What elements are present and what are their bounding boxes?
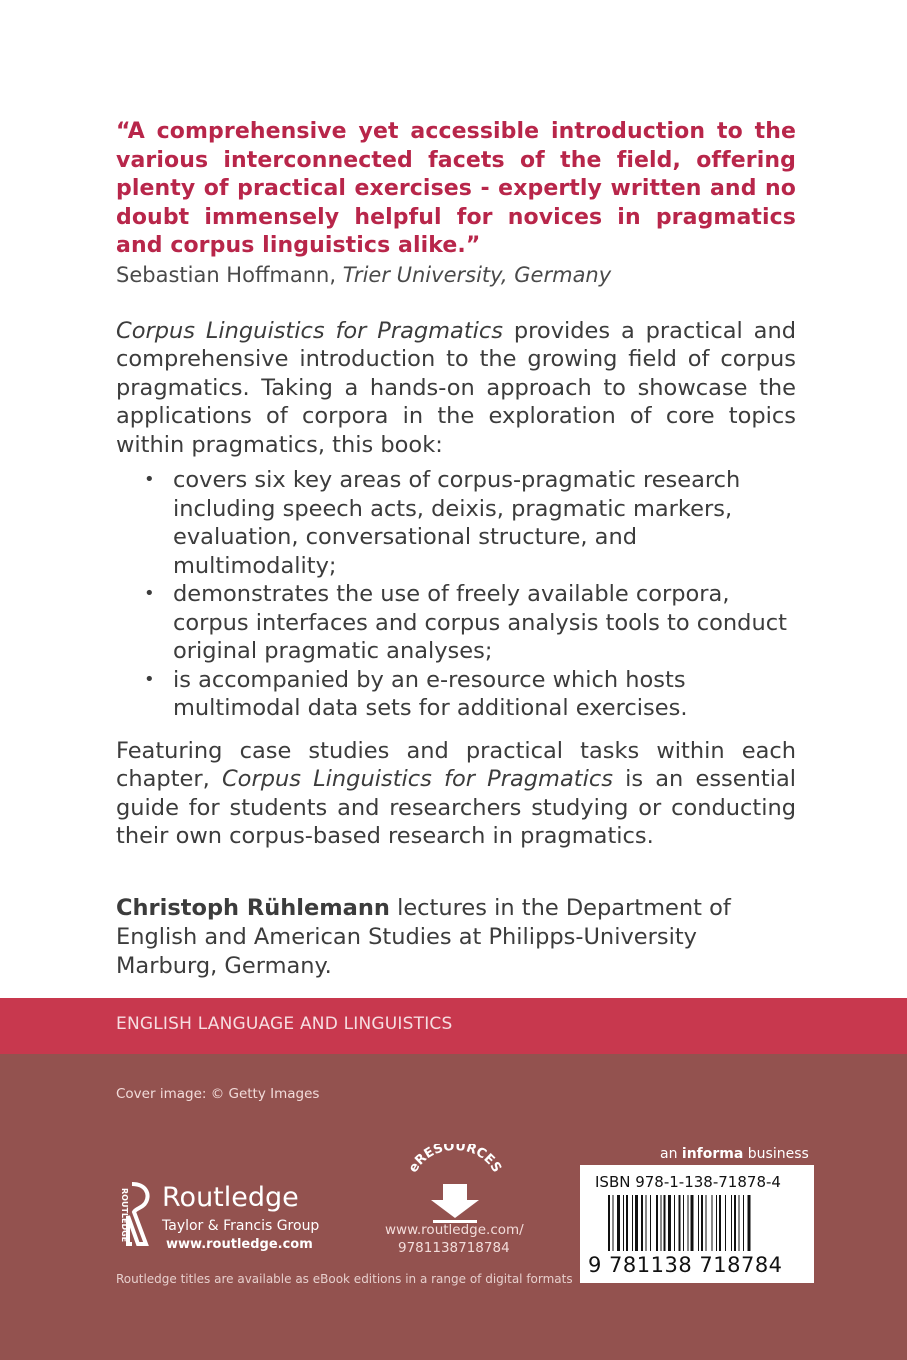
publisher-name: Routledge <box>162 1182 299 1213</box>
publisher-group: Taylor & Francis Group <box>162 1218 320 1234</box>
author-bio-text: lectures in the Department of English and American Studies at Philipps-University Marburg, Germany. <box>116 895 731 979</box>
barcode-bar <box>725 1195 726 1251</box>
description-closing <box>116 737 796 851</box>
category-label: ENGLISH LANGUAGE AND LINGUISTICS <box>116 1014 453 1034</box>
barcode-bar <box>691 1195 694 1251</box>
closing-title-italic: Corpus Linguistics for Pragmatics <box>221 766 613 792</box>
barcode-number: 9 781138 718784 <box>588 1253 783 1277</box>
eresources-label: eRESOURCES <box>405 1144 505 1176</box>
review-quote: “A comprehensive yet accessible introduction to the various interconnected facets of the field, offering plenty of practical exercises - expertly written and no doubt immensely helpful for novices in pragmatics and corpus linguistics alike.” <box>116 119 796 258</box>
barcode-bar <box>626 1195 628 1251</box>
eresources-download-icon <box>385 1144 525 1224</box>
main-text-block <box>116 118 796 851</box>
barcode-bar <box>668 1195 671 1251</box>
barcode-bar <box>613 1195 614 1251</box>
barcode-bar <box>656 1195 658 1251</box>
barcode-bar <box>623 1195 624 1251</box>
barcode-bar <box>617 1195 620 1251</box>
isbn-label: ISBN 978-1-138-71878-4 <box>595 1173 781 1191</box>
routledge-mark-icon <box>112 1180 160 1262</box>
informa-tagline <box>660 1146 809 1162</box>
barcode-icon <box>608 1195 798 1251</box>
barcode-bar <box>608 1195 610 1251</box>
barcode-bar <box>739 1195 740 1251</box>
quote-affiliation: Trier University, Germany <box>342 262 612 287</box>
list-item: • covers six key areas of corpus-pragmatic research including speech acts, deixis, pragmatic markers, evaluation, conversational structure, and multimodality; <box>116 466 796 580</box>
barcode-bar <box>706 1195 707 1251</box>
author-bio <box>116 894 796 981</box>
informa-post: business <box>747 1146 809 1162</box>
barcode-bar <box>688 1195 689 1251</box>
informa-bold: informa <box>681 1146 744 1162</box>
publisher-url: www.routledge.com <box>166 1237 313 1252</box>
book-title-italic: Corpus Linguistics for Pragmatics <box>116 317 504 344</box>
quote-author: Sebastian Hoffmann, <box>116 262 337 287</box>
barcode-bar <box>748 1195 751 1251</box>
barcode-bar <box>650 1195 651 1251</box>
barcode-bar <box>641 1195 643 1251</box>
closing-start: Featuring case studies and practical tasks within each chapter, <box>116 737 796 792</box>
barcode-bar <box>716 1195 717 1251</box>
cover-credit: Cover image: © Getty Images <box>116 1086 320 1102</box>
barcode-bar <box>635 1195 638 1251</box>
svg-text:eRESOURCES <box>406 1144 504 1175</box>
author-name: Christoph Rühlemann <box>116 895 390 921</box>
barcode-bar <box>664 1195 666 1251</box>
informa-pre: an <box>660 1146 678 1162</box>
description-intro <box>116 317 796 460</box>
barcode-bar <box>719 1195 721 1251</box>
eresources-url-line2: 9781138718784 <box>398 1240 510 1256</box>
barcode-bar <box>674 1195 675 1251</box>
list-item: • demonstrates the use of freely available corpora, corpus interfaces and corpus analysis tools to conduct original pragmatic analyses; <box>116 580 796 666</box>
barcode-bar <box>734 1195 736 1251</box>
barcode-bar <box>679 1195 681 1251</box>
barcode-bar <box>743 1195 744 1251</box>
eresources-url-line1: www.routledge.com/ <box>385 1222 524 1238</box>
barcode-bar <box>646 1195 647 1251</box>
barcode-bar <box>731 1195 732 1251</box>
feature-list <box>116 466 796 723</box>
intro-text: provides a practical and comprehensive introduction to the growing field of corpus pragmatics. Taking a hands-on approach to showcase the applications of corpora in the exploration of core topics within pragmatics, this book: <box>116 317 796 458</box>
barcode-bar <box>632 1195 633 1251</box>
barcode-bar <box>712 1195 713 1251</box>
category-band <box>0 998 907 1054</box>
barcode-box <box>580 1165 814 1283</box>
barcode-bar <box>683 1195 684 1251</box>
publisher-panel <box>0 1054 907 1360</box>
barcode-bar <box>698 1195 699 1251</box>
barcode-bar <box>661 1195 662 1251</box>
quote-attribution <box>116 261 796 289</box>
ebook-note: Routledge titles are available as eBook editions in a range of digital formats <box>116 1272 573 1286</box>
list-item: • is accompanied by an e-resource which hosts multimodal data sets for additional exercises. <box>116 666 796 723</box>
barcode-bar <box>701 1195 703 1251</box>
spine-text: ROUTLEDGE <box>120 1188 129 1243</box>
routledge-logo <box>112 1180 332 1260</box>
closing-rest: is an essential guide for students and researchers studying or conducting their own corpus-based research in pragmatics. <box>116 766 796 849</box>
